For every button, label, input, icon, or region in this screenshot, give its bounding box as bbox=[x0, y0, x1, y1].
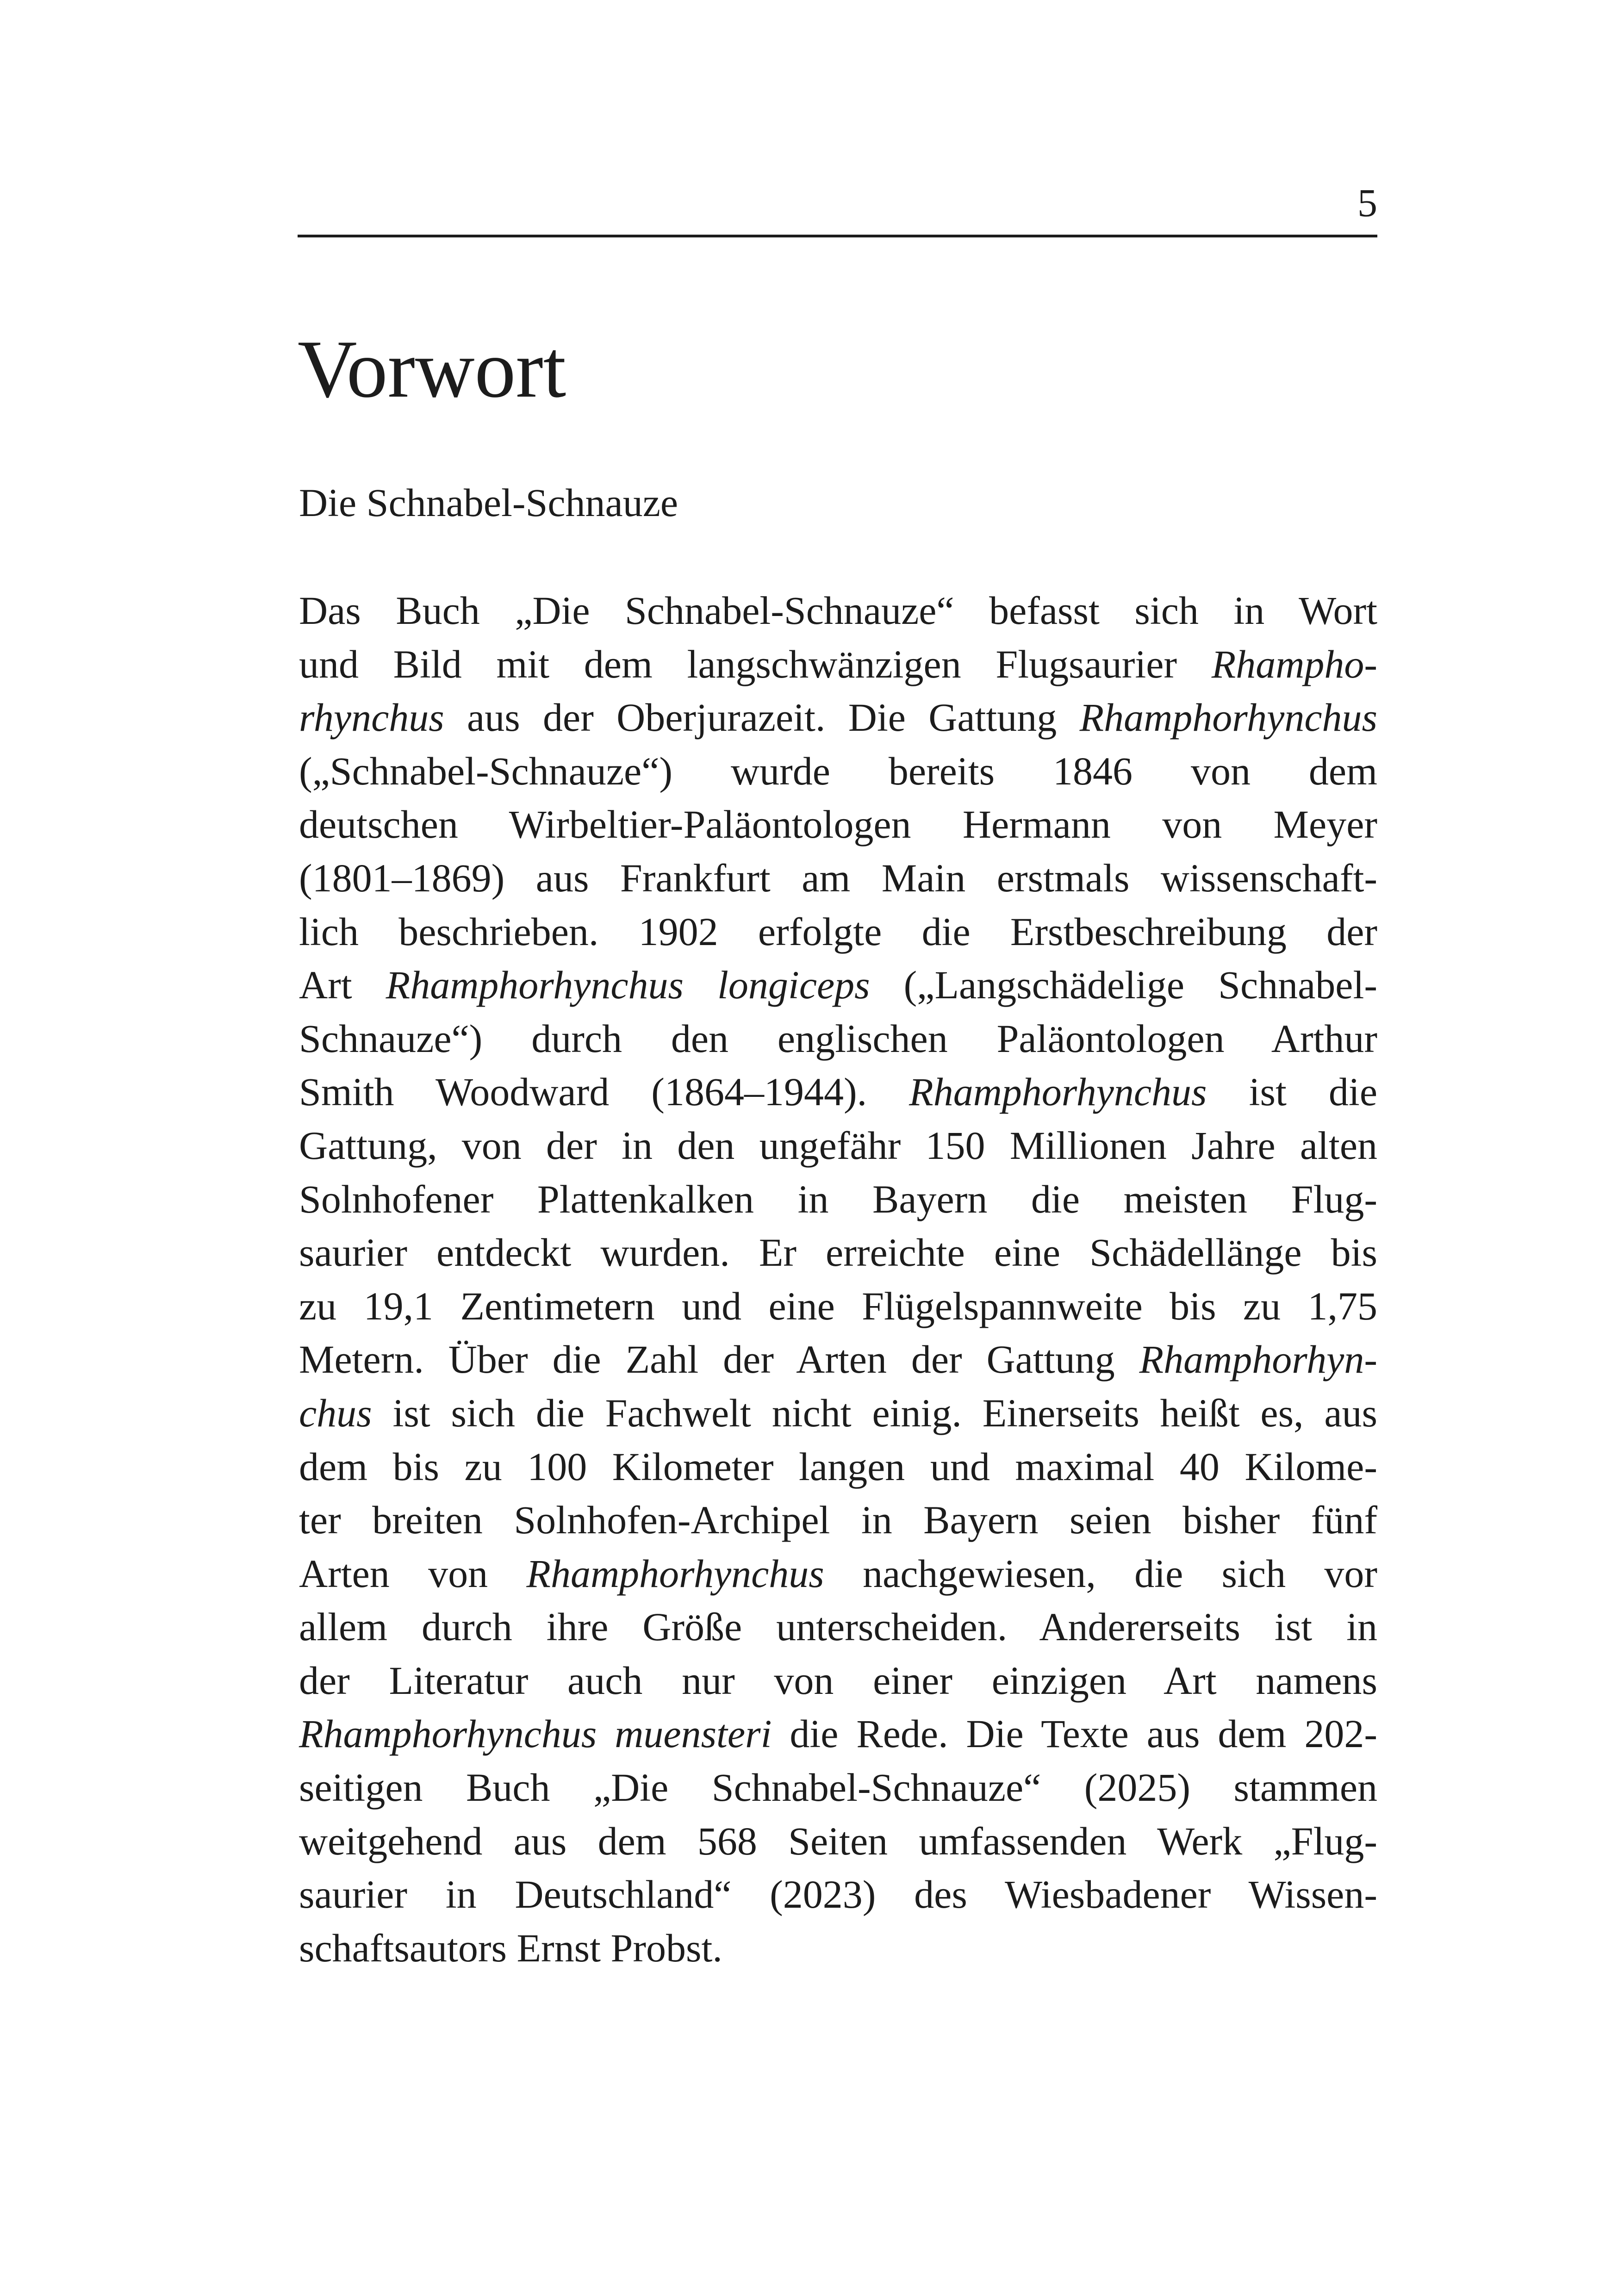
text-segment: ter breiten Solnhofen-Archipel in Bayern seien bisher fünf bbox=[299, 1498, 1377, 1543]
text-line bbox=[299, 1868, 1377, 1922]
text-segment: Arten von bbox=[299, 1551, 527, 1596]
text-segment: seitigen Buch „Die Schnabel-Schnauze“ (2025) stammen bbox=[299, 1765, 1377, 1810]
italic-text: Rhamphorhynchus bbox=[909, 1070, 1207, 1114]
text-line bbox=[299, 1387, 1377, 1440]
text-segment: und Bild mit dem langschwänzigen Flugsaurier bbox=[299, 641, 1212, 686]
text-line bbox=[299, 1707, 1377, 1761]
text-segment: der Literatur auch nur von einer einzigen Art namens bbox=[299, 1658, 1377, 1703]
page-number: 5 bbox=[1357, 180, 1377, 225]
text-segment: aus der Oberjurazeit. Die Gattung bbox=[444, 695, 1080, 740]
italic-text: Rhamphorhynchus bbox=[1079, 695, 1377, 740]
text-line bbox=[299, 1333, 1377, 1387]
text-segment: Smith Woodward (1864–1944). bbox=[299, 1070, 909, 1114]
text-line bbox=[299, 1226, 1377, 1280]
text-line bbox=[299, 1065, 1377, 1119]
text-segment: nachgewiesen, die sich vor bbox=[824, 1551, 1378, 1596]
text-line bbox=[299, 798, 1377, 852]
text-segment: saurier in Deutschland“ (2023) des Wiesbadener Wissen- bbox=[299, 1872, 1377, 1917]
italic-text: Rhamphorhyn- bbox=[1139, 1337, 1377, 1382]
text-segment: Das Buch „Die Schnabel-Schnauze“ befasst sich in Wort bbox=[299, 588, 1377, 633]
text-segment: Art bbox=[299, 963, 386, 1008]
text-segment: dem bis zu 100 Kilometer langen und maximal 40 Kilome- bbox=[299, 1444, 1377, 1489]
text-line bbox=[299, 1440, 1377, 1494]
text-line bbox=[299, 1600, 1377, 1654]
text-segment: die Rede. Die Texte aus dem 202- bbox=[772, 1711, 1377, 1756]
text-line bbox=[299, 691, 1377, 745]
italic-text: Rhamphorhynchus longiceps bbox=[386, 963, 870, 1008]
text-segment: Solnhofener Plattenkalken in Bayern die meisten Flug- bbox=[299, 1176, 1377, 1221]
text-line bbox=[299, 1280, 1377, 1333]
text-segment: Gattung, von der in den ungefähr 150 Millionen Jahre alten bbox=[299, 1123, 1377, 1168]
text-line bbox=[299, 852, 1377, 905]
text-segment: ist die bbox=[1207, 1070, 1377, 1114]
text-line bbox=[299, 1493, 1377, 1547]
text-line bbox=[299, 905, 1377, 959]
text-segment: zu 19,1 Zentimetern und eine Flügelspannweite bis zu 1,75 bbox=[299, 1283, 1377, 1328]
text-line bbox=[299, 1654, 1377, 1708]
text-segment: Schnauze“) durch den englischen Paläontologen Arthur bbox=[299, 1016, 1377, 1061]
text-line bbox=[299, 1119, 1377, 1173]
text-line bbox=[299, 1815, 1377, 1868]
text-segment: saurier entdeckt wurden. Er erreichte eine Schädellänge bis bbox=[299, 1230, 1377, 1275]
body-paragraph bbox=[299, 584, 1377, 1975]
subtitle: Die Schnabel-Schnauze bbox=[299, 480, 678, 525]
italic-text: Rhampho- bbox=[1211, 641, 1377, 686]
text-segment: lich beschrieben. 1902 erfolgte die Erstbeschreibung der bbox=[299, 909, 1377, 954]
italic-text: chus bbox=[299, 1390, 372, 1435]
text-segment: („Schnabel-Schnauze“) wurde bereits 1846 von dem bbox=[299, 748, 1377, 793]
text-line bbox=[299, 1922, 1377, 1975]
text-line bbox=[299, 638, 1377, 691]
header-rule bbox=[298, 235, 1377, 237]
text-segment: weitgehend aus dem 568 Seiten umfassenden Werk „Flug- bbox=[299, 1818, 1377, 1863]
text-line bbox=[299, 1012, 1377, 1066]
text-line bbox=[299, 1547, 1377, 1601]
text-segment: ist sich die Fachwelt nicht einig. Einerseits heißt es, aus bbox=[372, 1390, 1377, 1435]
text-line bbox=[299, 958, 1377, 1012]
italic-text: Rhamphorhynchus bbox=[526, 1551, 824, 1596]
text-line bbox=[299, 1761, 1377, 1815]
text-segment: (1801–1869) aus Frankfurt am Main erstmals wissenschaft- bbox=[299, 855, 1377, 900]
text-segment: schaftsautors Ernst Probst. bbox=[299, 1925, 722, 1970]
italic-text: rhynchus bbox=[299, 695, 444, 740]
italic-text: Rhamphorhynchus muensteri bbox=[299, 1711, 772, 1756]
text-segment: Metern. Über die Zahl der Arten der Gattung bbox=[299, 1337, 1139, 1382]
text-line bbox=[299, 584, 1377, 638]
text-segment: allem durch ihre Größe unterscheiden. Andererseits ist in bbox=[299, 1605, 1377, 1649]
page-title: Vorwort bbox=[298, 323, 566, 415]
text-segment: („Langschädelige Schnabel- bbox=[870, 963, 1377, 1008]
text-line bbox=[299, 745, 1377, 798]
text-line bbox=[299, 1173, 1377, 1226]
text-segment: deutschen Wirbeltier-Paläontologen Hermann von Meyer bbox=[299, 802, 1377, 847]
